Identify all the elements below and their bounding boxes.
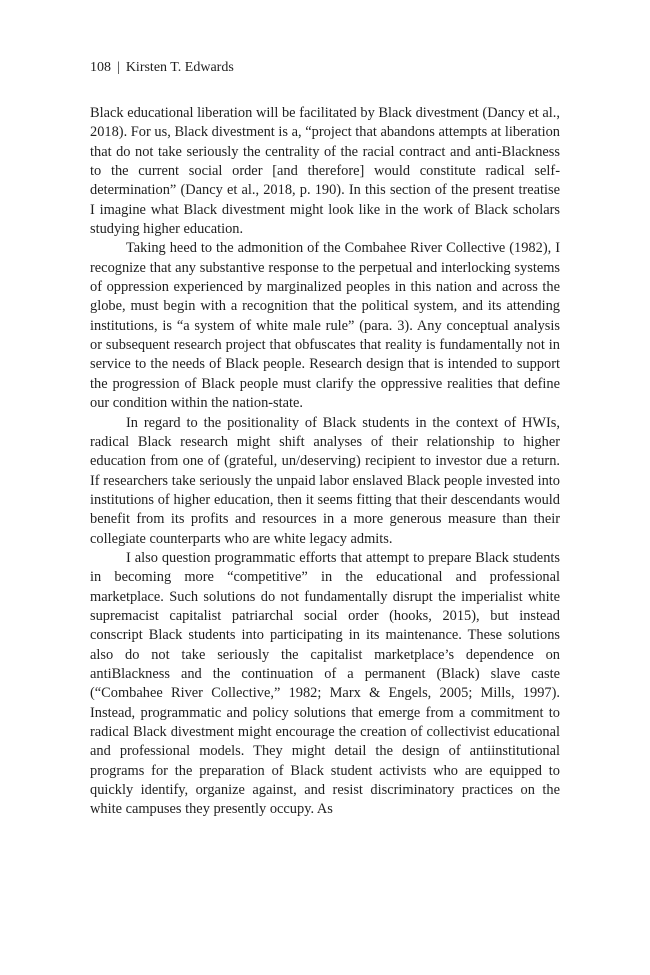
header-separator: | [117, 60, 120, 75]
paragraph: Black educational liberation will be facilitated by Black divestment (Dancy et al., 2018). For us, Black divestment is a, “project that abandons attempts at liberation that do not take seriously the centrality of the racial contract and anti-Blackness to the current social order [and therefore] would constitute radical self-determination” (Dancy et al., 2018, p. 190). In this section of the present treatise I imagine what Black divestment might look like in the work of Black scholars studying higher education. [90, 105, 560, 238]
author-name: Kirsten T. Edwards [125, 60, 234, 75]
body-text [90, 104, 560, 820]
book-page [90, 58, 560, 820]
page-number: 108 [90, 60, 111, 75]
paragraph: Taking heed to the admonition of the Combahee River Collective (1982), I recognize that any substantive response to the perpetual and interlocking systems of oppression experienced by marginalized peoples in this nation and across the globe, must begin with a recognition that the political system, and its attending institutions, is “a system of white male rule” (para. 3). Any conceptual analysis or subsequent research project that obfuscates that reality is fundamentally not in service to the needs of Black people. Research design that is intended to support the progression of Black people must clarify the oppressive realities that define our condition within the nation-state. [90, 240, 560, 412]
paragraph: I also question programmatic efforts that attempt to prepare Black students in becoming more “competitive” in the educational and professional marketplace. Such solutions do not fundamentally disrupt the imperialist white supremacist capitalist patriarchal social order (hooks, 2015), but instead conscript Black students into participating in its maintenance. These solutions also do not take seriously the capitalist marketplace’s dependence on antiBlackness and the continuation of a permanent (Black) slave caste (“Combahee River Collective,” 1982; Marx & Engels, 2005; Mills, 1997). Instead, programmatic and policy solutions that emerge from a commitment to radical Black divestment might encourage the creation of collectivist educational and professional models. They might detail the design of antiinstitutional programs for the preparation of Black student activists who are equipped to quickly identify, organize against, and resist discriminatory practices on the white campuses they presently occupy. As [90, 549, 560, 818]
running-head [90, 58, 560, 78]
paragraph: In regard to the positionality of Black students in the context of HWIs, radical Black research might shift analyses of their relationship to higher education from one of (grateful, un/deserving) recipient to investor due a return. If researchers take seriously the unpaid labor enslaved Black people invested into institutions of higher education, then it seems fitting that their descendants would benefit from its profits and resources in a more generous measure than their collegiate counterparts who are white legacy admits. [90, 414, 560, 547]
